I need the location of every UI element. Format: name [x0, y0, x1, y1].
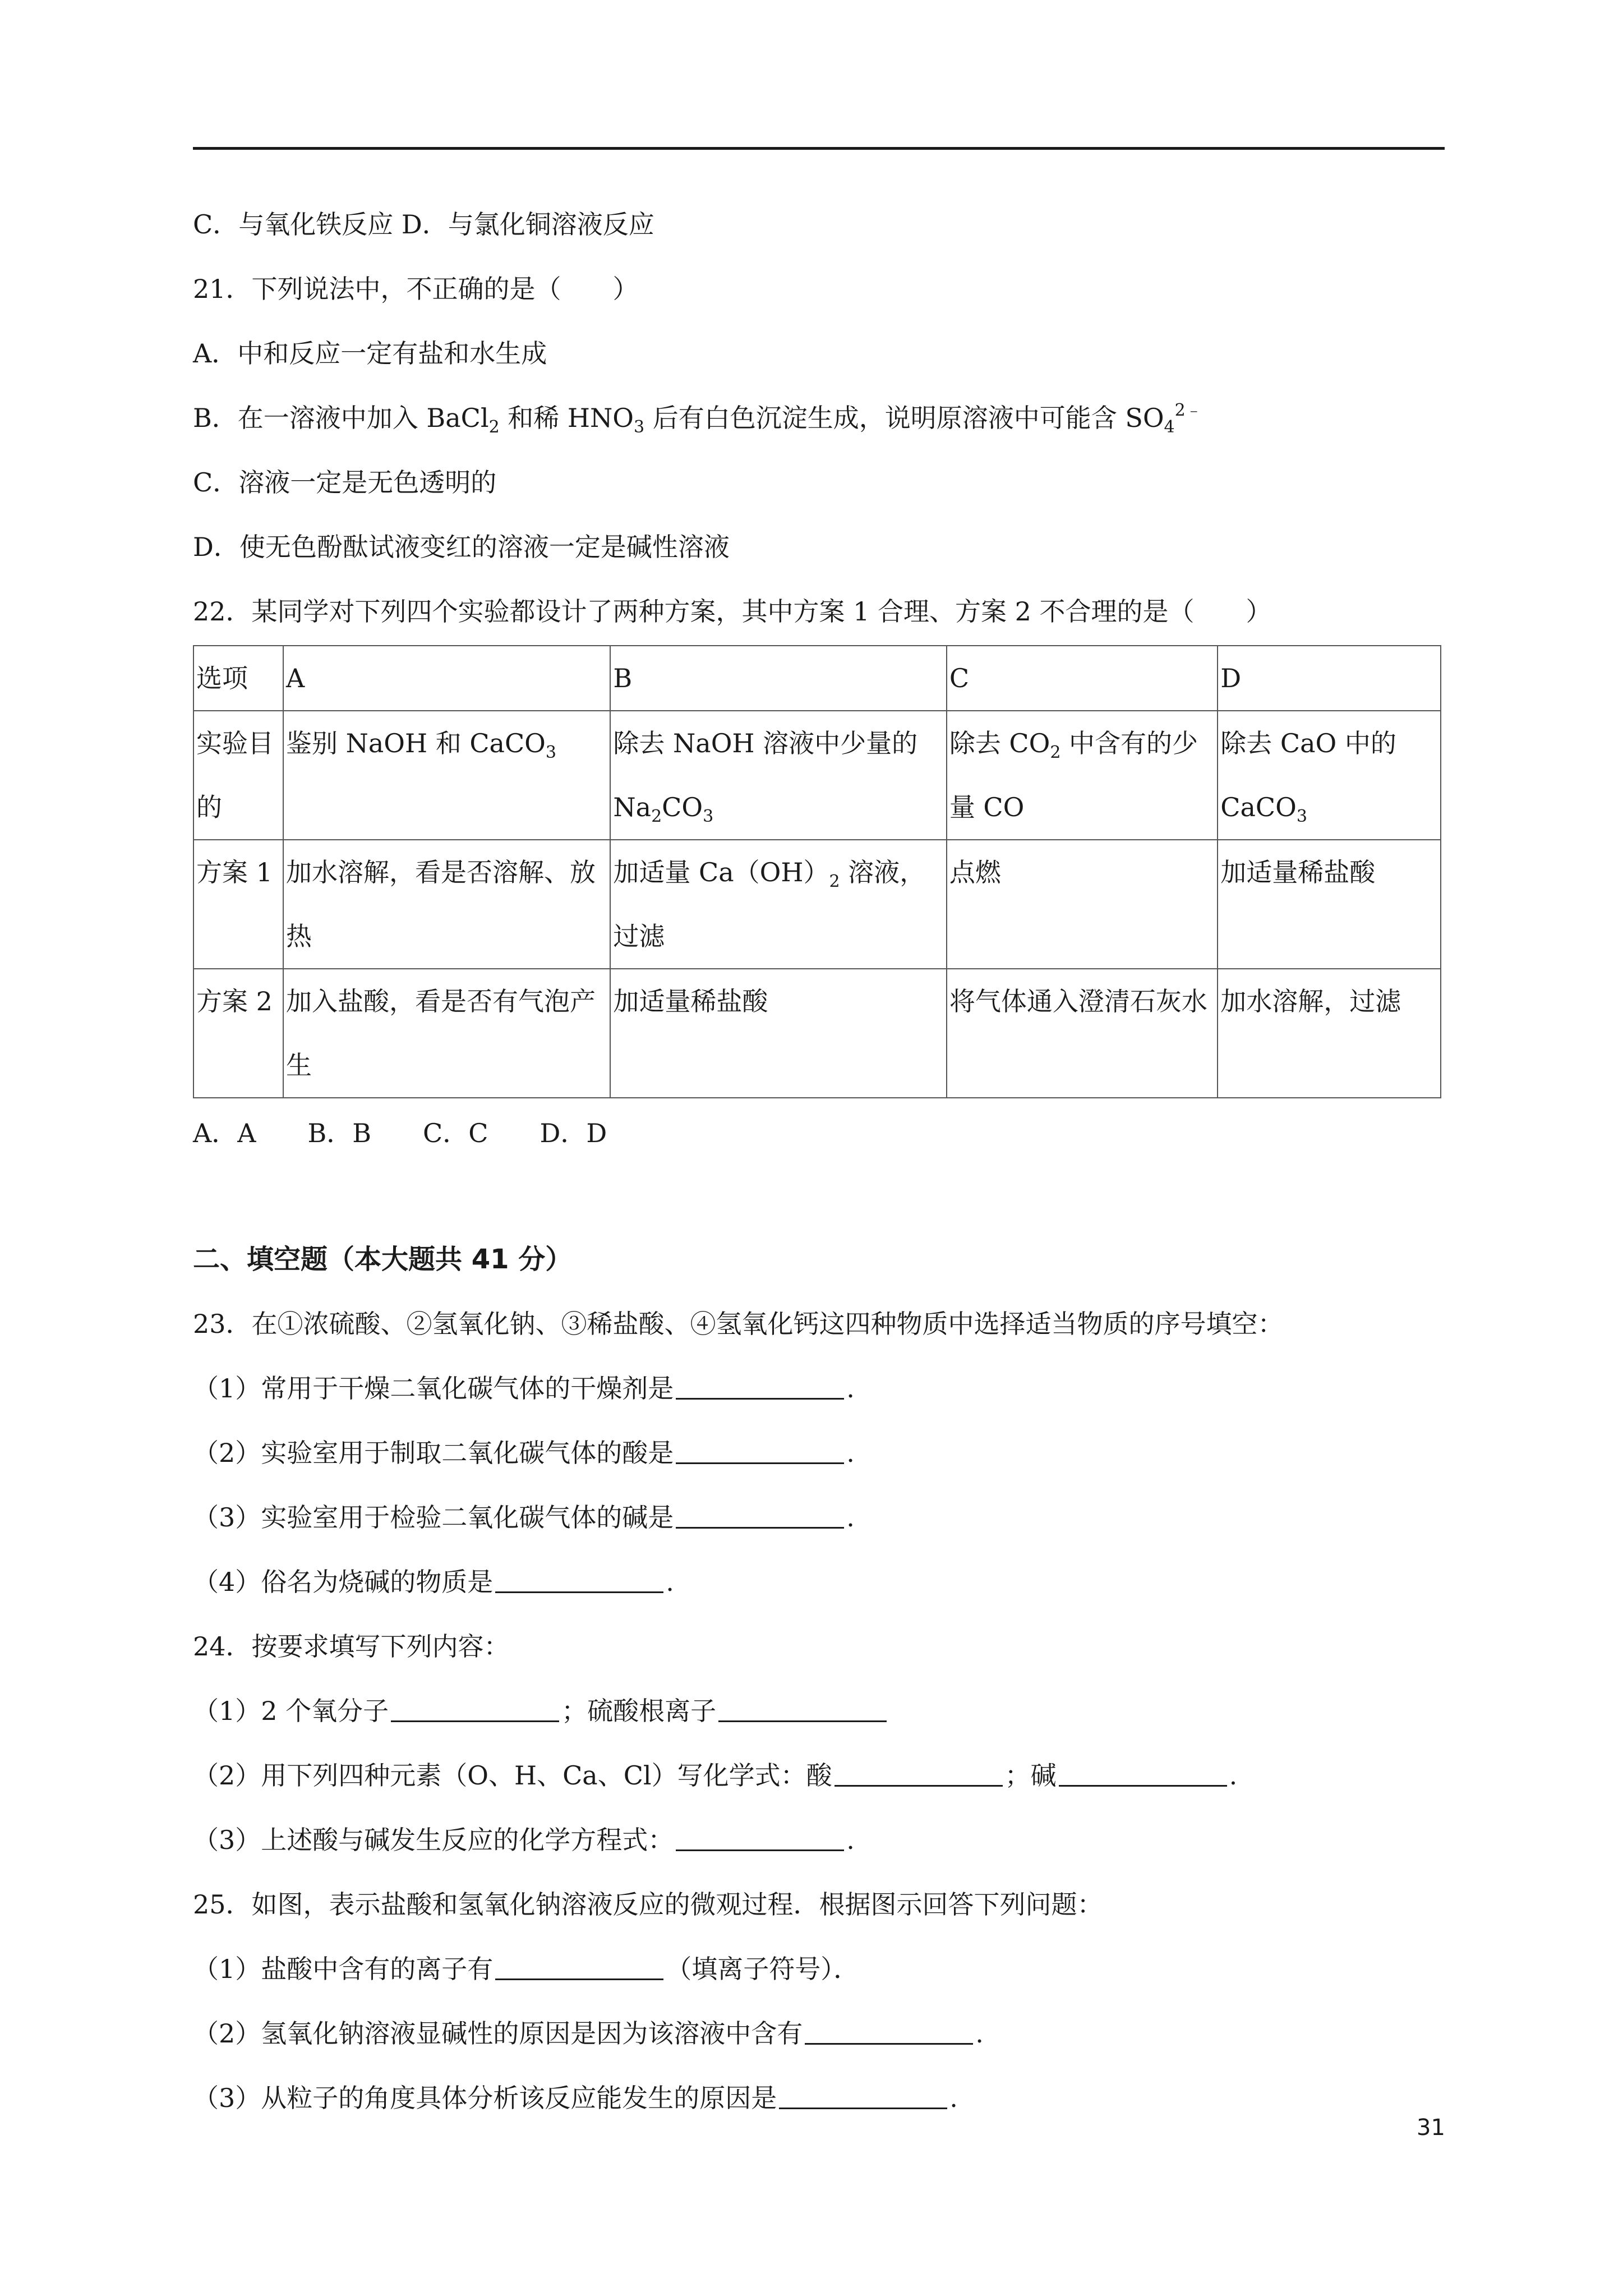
answer-blank[interactable]: [676, 1373, 844, 1400]
answer-blank[interactable]: [676, 1438, 844, 1464]
q24-part-2: （2）用下列四种元素（O、H、Ca、Cl）写化学式：酸 ；碱 .: [193, 1760, 1238, 1791]
q22-table: [193, 645, 1441, 1098]
table-row-plan2: [193, 969, 1441, 1098]
q25-part-3: （3）从粒子的角度具体分析该反应能发生的原因是 .: [193, 2083, 958, 2113]
table-cell: 点燃: [947, 840, 1218, 969]
table-cell: 鉴别 NaOH 和 CaCO$_3$: [283, 711, 610, 840]
table-cell: D: [1218, 646, 1441, 711]
q23-part-4: （4）俗名为烧碱的物质是 .: [193, 1567, 674, 1597]
answer-blank[interactable]: [834, 1760, 1003, 1787]
table-cell: 加适量 $Ca(OH)_2$ 溶液，过滤: [610, 840, 946, 969]
answer-blank[interactable]: [391, 1696, 559, 1722]
table-cell: 加水溶解，看是否溶解、放热: [283, 840, 610, 969]
q20-options-cd: C．与氧化铁反应 D．与氯化铜溶液反应: [193, 209, 654, 240]
answer-blank[interactable]: [495, 1567, 663, 1593]
section-title: 二、填空题（本大题共 41 分）: [193, 1244, 573, 1275]
q21-option-b: B．在一溶液中加入 BaCl$_2$ 和稀 $HNO_3$ 后有白色沉淀生成，说明原溶液中可能含 $SO_4^{2﹣}$: [193, 401, 1202, 437]
answer-blank[interactable]: [676, 1502, 844, 1529]
page-number: 31: [1417, 2115, 1445, 2141]
table-cell: 方案 1: [193, 840, 283, 969]
table-row-header: [193, 646, 1441, 711]
q24-stem: 24．按要求填写下列内容：: [193, 1631, 510, 1662]
q25-part-2: （2）氢氧化钠溶液显碱性的原因是因为该溶液中含有 .: [193, 2018, 984, 2049]
table-cell: 除去 NaOH 溶液中少量的 $Na_2CO_3$: [610, 711, 946, 840]
table-row-goal: [193, 711, 1441, 840]
table-cell: 将气体通入澄清石灰水: [947, 969, 1218, 1098]
q23-part-3: （3）实验室用于检验二氧化碳气体的碱是 .: [193, 1502, 855, 1533]
q21-option-d: D．使无色酚酞试液变红的溶液一定是碱性溶液: [193, 532, 730, 562]
answer-blank[interactable]: [1059, 1760, 1227, 1787]
q22-stem: 22．某同学对下列四个实验都设计了两种方案，其中方案 1 合理、方案 2 不合理的是（ ）: [193, 596, 1272, 627]
table-cell: 加入盐酸，看是否有气泡产生: [283, 969, 610, 1098]
table-cell: 方案 2: [193, 969, 283, 1098]
q23-part-2: （2）实验室用于制取二氧化碳气体的酸是 .: [193, 1438, 855, 1468]
table-cell: 选项: [193, 646, 283, 711]
q25-part-1: （1）盐酸中含有的离子有 （填离子符号）．: [193, 1954, 860, 1984]
table-cell: 除去 $CO_2$ 中含有的少量 CO: [947, 711, 1218, 840]
q24-part-1: （1）2 个氧分子 ；硫酸根离子: [193, 1694, 889, 1728]
table-row-plan1: [193, 840, 1441, 969]
answer-blank[interactable]: [718, 1696, 887, 1722]
answer-blank[interactable]: [495, 1954, 663, 1980]
header-rule: [193, 147, 1445, 150]
answer-blank[interactable]: [676, 1825, 844, 1851]
q23-stem: 23．在①浓硫酸、②氢氧化钠、③稀盐酸、④氢氧化钙这四种物质中选择适当物质的序号填空：: [193, 1309, 1284, 1339]
q25-stem: 25．如图，表示盐酸和氢氧化钠溶液反应的微观过程．根据图示回答下列问题：: [193, 1889, 1103, 1920]
q23-part-1: （1）常用于干燥二氧化碳气体的干燥剂是 .: [193, 1373, 855, 1404]
q21-stem: 21．下列说法中，不正确的是（ ）: [193, 274, 639, 304]
table-cell: 加适量稀盐酸: [1218, 840, 1441, 969]
table-cell: 实验目的: [193, 711, 283, 840]
table-cell: A: [283, 646, 610, 711]
table-cell: 除去 CaO 中的 CaCO$_3$: [1218, 711, 1441, 840]
answer-blank[interactable]: [779, 2083, 947, 2109]
q22-options: A．A B．B C．C D．D: [193, 1118, 607, 1148]
q21-option-a: A．中和反应一定有盐和水生成: [193, 338, 547, 369]
q21-option-c: C．溶液一定是无色透明的: [193, 467, 497, 498]
answer-blank[interactable]: [805, 2018, 973, 2045]
table-cell: C: [947, 646, 1218, 711]
table-cell: B: [610, 646, 946, 711]
q24-part-3: （3）上述酸与碱发生反应的化学方程式： .: [193, 1825, 855, 1855]
table-cell: 加水溶解，过滤: [1218, 969, 1441, 1098]
table-cell: 加适量稀盐酸: [610, 969, 946, 1098]
